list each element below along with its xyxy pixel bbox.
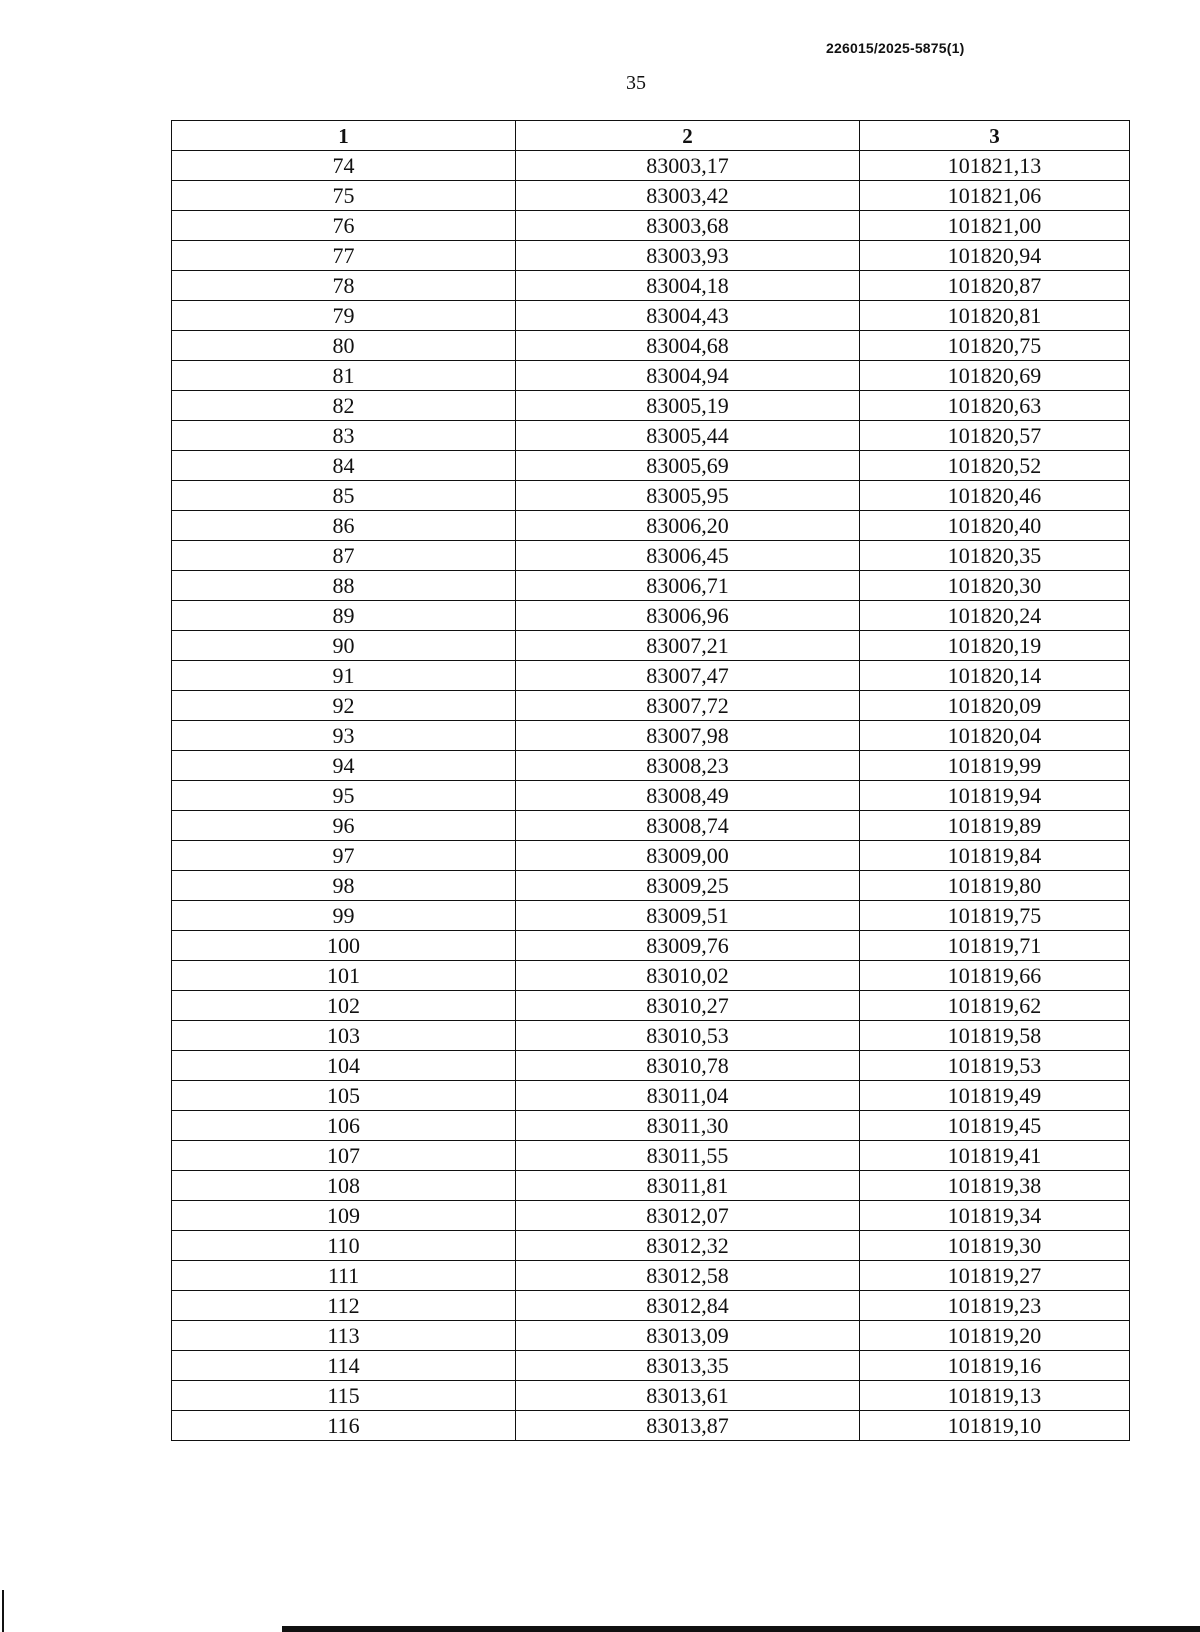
table-cell-col1: 80 [172,331,516,361]
table-cell-col2: 83011,81 [516,1171,860,1201]
table-cell-col2: 83007,47 [516,661,860,691]
table-cell-col2: 83008,23 [516,751,860,781]
table-cell-col2: 83005,95 [516,481,860,511]
table-row [172,631,1130,661]
table-cell-col2: 83005,44 [516,421,860,451]
table-row [172,571,1130,601]
table-cell-col2: 83004,94 [516,361,860,391]
table-cell-col1: 83 [172,421,516,451]
table-cell-col1: 93 [172,721,516,751]
table-cell-col3: 101819,10 [860,1411,1130,1441]
table-cell-col3: 101819,49 [860,1081,1130,1111]
table-row [172,1051,1130,1081]
table-cell-col3: 101819,84 [860,841,1130,871]
table-row [172,901,1130,931]
table-row [172,691,1130,721]
table-cell-col2: 83010,02 [516,961,860,991]
column-header-3: 3 [860,121,1130,151]
table-cell-col3: 101820,52 [860,451,1130,481]
table-cell-col2: 83006,20 [516,511,860,541]
table-cell-col3: 101819,89 [860,811,1130,841]
table-cell-col1: 99 [172,901,516,931]
table-row [172,991,1130,1021]
table-row [172,511,1130,541]
table-cell-col1: 100 [172,931,516,961]
table-cell-col1: 116 [172,1411,516,1441]
table-cell-col1: 102 [172,991,516,1021]
table-cell-col3: 101820,09 [860,691,1130,721]
table-cell-col3: 101820,04 [860,721,1130,751]
table-cell-col3: 101820,46 [860,481,1130,511]
table-cell-col2: 83003,17 [516,151,860,181]
table-cell-col2: 83004,68 [516,331,860,361]
table-cell-col3: 101820,30 [860,571,1130,601]
table-cell-col1: 103 [172,1021,516,1051]
table-cell-col2: 83005,19 [516,391,860,421]
table-row [172,391,1130,421]
table-cell-col3: 101820,24 [860,601,1130,631]
document-id: 226015/2025-5875(1) [826,40,965,56]
table-cell-col1: 85 [172,481,516,511]
table-cell-col3: 101819,53 [860,1051,1130,1081]
table-cell-col3: 101820,75 [860,331,1130,361]
table-cell-col3: 101819,41 [860,1141,1130,1171]
table-cell-col3: 101819,20 [860,1321,1130,1351]
table-cell-col2: 83009,00 [516,841,860,871]
table-row [172,1141,1130,1171]
table-row [172,1201,1130,1231]
table-cell-col1: 114 [172,1351,516,1381]
table-cell-col1: 94 [172,751,516,781]
table-row [172,331,1130,361]
table-cell-col2: 83003,42 [516,181,860,211]
table-cell-col2: 83007,21 [516,631,860,661]
table-row [172,661,1130,691]
table-row [172,1231,1130,1261]
table-cell-col2: 83011,04 [516,1081,860,1111]
table-row [172,1111,1130,1141]
table-cell-col3: 101820,87 [860,271,1130,301]
table-cell-col2: 83009,51 [516,901,860,931]
table-cell-col2: 83008,49 [516,781,860,811]
table-row [172,811,1130,841]
table-row [172,271,1130,301]
table-cell-col3: 101819,16 [860,1351,1130,1381]
table-cell-col1: 115 [172,1381,516,1411]
table-cell-col1: 111 [172,1261,516,1291]
table-cell-col2: 83007,72 [516,691,860,721]
column-header-2: 2 [516,121,860,151]
table-cell-col3: 101821,06 [860,181,1130,211]
table-cell-col1: 81 [172,361,516,391]
table-cell-col3: 101820,94 [860,241,1130,271]
table-cell-col3: 101820,19 [860,631,1130,661]
table-cell-col2: 83007,98 [516,721,860,751]
table-row [172,541,1130,571]
table-cell-col2: 83009,25 [516,871,860,901]
table-cell-col1: 79 [172,301,516,331]
table-cell-col2: 83012,58 [516,1261,860,1291]
table-body [172,151,1130,1441]
table-cell-col1: 113 [172,1321,516,1351]
table-cell-col2: 83013,61 [516,1381,860,1411]
table-cell-col2: 83012,32 [516,1231,860,1261]
table-cell-col2: 83013,87 [516,1411,860,1441]
table-cell-col1: 96 [172,811,516,841]
table-cell-col3: 101819,62 [860,991,1130,1021]
table-row [172,451,1130,481]
page-number: 35 [626,72,646,94]
table-row [172,361,1130,391]
table-row [172,931,1130,961]
table-cell-col1: 98 [172,871,516,901]
table-cell-col2: 83010,78 [516,1051,860,1081]
table-row [172,1321,1130,1351]
table-cell-col2: 83011,30 [516,1111,860,1141]
table-cell-col1: 110 [172,1231,516,1261]
table-cell-col3: 101819,34 [860,1201,1130,1231]
table-cell-col2: 83004,43 [516,301,860,331]
table-cell-col2: 83008,74 [516,811,860,841]
table-cell-col3: 101819,30 [860,1231,1130,1261]
table-cell-col3: 101821,00 [860,211,1130,241]
table-row [172,781,1130,811]
table-cell-col3: 101820,14 [860,661,1130,691]
table-cell-col3: 101820,63 [860,391,1130,421]
table-cell-col3: 101819,75 [860,901,1130,931]
table-cell-col2: 83005,69 [516,451,860,481]
table-row [172,301,1130,331]
table-cell-col3: 101819,23 [860,1291,1130,1321]
table-cell-col3: 101819,99 [860,751,1130,781]
table-cell-col3: 101821,13 [860,151,1130,181]
table-cell-col3: 101820,81 [860,301,1130,331]
table-cell-col1: 108 [172,1171,516,1201]
table-cell-col3: 101820,35 [860,541,1130,571]
table-cell-col2: 83010,53 [516,1021,860,1051]
table-cell-col3: 101819,13 [860,1381,1130,1411]
table-row [172,1171,1130,1201]
table-row [172,151,1130,181]
table-row [172,181,1130,211]
table-cell-col1: 105 [172,1081,516,1111]
table-row [172,1261,1130,1291]
table-cell-col1: 87 [172,541,516,571]
table-cell-col2: 83006,71 [516,571,860,601]
table-cell-col3: 101819,58 [860,1021,1130,1051]
table-cell-col1: 78 [172,271,516,301]
table-row [172,1351,1130,1381]
table-cell-col2: 83009,76 [516,931,860,961]
table-cell-col1: 88 [172,571,516,601]
bottom-rule [282,1626,1200,1632]
table-cell-col2: 83013,09 [516,1321,860,1351]
margin-mark [2,1590,4,1632]
table-row [172,601,1130,631]
column-header-1: 1 [172,121,516,151]
table-cell-col1: 106 [172,1111,516,1141]
table-cell-col2: 83006,45 [516,541,860,571]
table-cell-col3: 101819,27 [860,1261,1130,1291]
table-cell-col1: 97 [172,841,516,871]
table-cell-col1: 95 [172,781,516,811]
table-row [172,1381,1130,1411]
table-cell-col3: 101820,69 [860,361,1130,391]
table-cell-col2: 83011,55 [516,1141,860,1171]
coordinates-table [171,120,1130,1441]
table-cell-col1: 82 [172,391,516,421]
table-row [172,871,1130,901]
table-row [172,1021,1130,1051]
table-cell-col1: 77 [172,241,516,271]
table-row [172,961,1130,991]
table-cell-col3: 101819,38 [860,1171,1130,1201]
table-cell-col2: 83010,27 [516,991,860,1021]
table-cell-col2: 83012,84 [516,1291,860,1321]
table-cell-col3: 101819,66 [860,961,1130,991]
table-cell-col3: 101819,94 [860,781,1130,811]
table-row [172,841,1130,871]
table-row [172,1291,1130,1321]
table-cell-col1: 92 [172,691,516,721]
table-cell-col1: 86 [172,511,516,541]
table-cell-col2: 83003,68 [516,211,860,241]
table-cell-col2: 83006,96 [516,601,860,631]
table-row [172,751,1130,781]
table-cell-col2: 83003,93 [516,241,860,271]
table-cell-col2: 83004,18 [516,271,860,301]
table-cell-col1: 76 [172,211,516,241]
table-cell-col1: 109 [172,1201,516,1231]
table-cell-col1: 89 [172,601,516,631]
table-cell-col3: 101819,80 [860,871,1130,901]
table-cell-col3: 101820,40 [860,511,1130,541]
table-cell-col1: 90 [172,631,516,661]
table-cell-col2: 83013,35 [516,1351,860,1381]
table-cell-col3: 101820,57 [860,421,1130,451]
table-row [172,241,1130,271]
table-cell-col1: 107 [172,1141,516,1171]
table-row [172,721,1130,751]
table-cell-col1: 75 [172,181,516,211]
table-row [172,211,1130,241]
table-cell-col1: 84 [172,451,516,481]
table-cell-col3: 101819,71 [860,931,1130,961]
table-header-row [172,121,1130,151]
table-cell-col1: 91 [172,661,516,691]
table-cell-col1: 112 [172,1291,516,1321]
table-row [172,1411,1130,1441]
table-cell-col3: 101819,45 [860,1111,1130,1141]
table-cell-col1: 74 [172,151,516,181]
table-cell-col2: 83012,07 [516,1201,860,1231]
table-row [172,481,1130,511]
table-row [172,1081,1130,1111]
table-cell-col1: 101 [172,961,516,991]
table-row [172,421,1130,451]
table-cell-col1: 104 [172,1051,516,1081]
